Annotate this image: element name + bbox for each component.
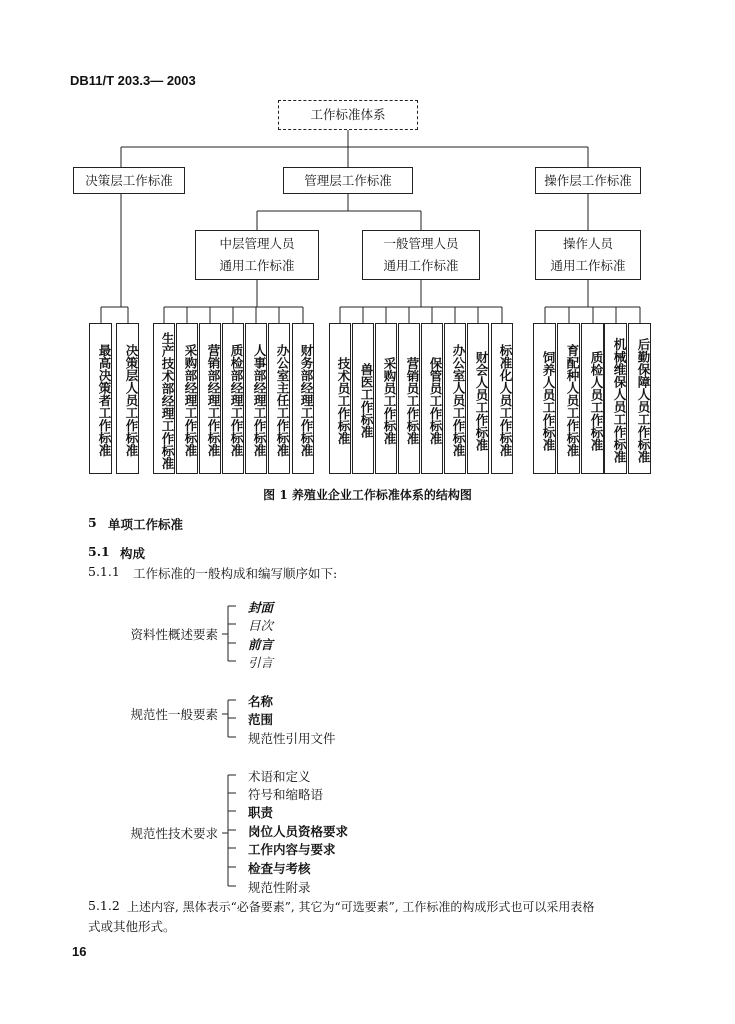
- leaf-general-mgmt: 兽医工作标准: [352, 323, 374, 474]
- decision-layer-node: 决策层工作标准: [73, 167, 185, 194]
- operators-line1: 操作人员: [562, 236, 613, 251]
- group-item: 前言: [248, 637, 274, 652]
- group-label-technical: 规范性技术要求: [130, 826, 218, 841]
- leaf-general-mgmt: 技术员工作标准: [329, 323, 351, 474]
- root-node: 工作标准体系: [278, 100, 418, 130]
- middle-management-line1: 中层管理人员: [219, 236, 295, 251]
- clause-511-text: 工作标准的一般构成和编写顺序如下:: [133, 566, 338, 581]
- group-label-informative: 资料性概述要素: [130, 627, 218, 642]
- general-management-line1: 一般管理人员: [383, 236, 459, 251]
- clause-512-number: 5.1.2: [88, 898, 120, 913]
- leaf-operators: 饲养人员工作标准: [533, 323, 556, 474]
- subsection-number: 5.1: [88, 544, 110, 559]
- group-item: 名称: [248, 694, 274, 709]
- leaf-general-mgmt: 营销员工作标准: [398, 323, 420, 474]
- leaf-middle-mgmt: 办公室主任工作标准: [268, 323, 290, 474]
- leaf-general-mgmt: 财会人员工作标准: [467, 323, 489, 474]
- management-layer-node: 管理层工作标准: [283, 167, 413, 194]
- section-number: 5: [88, 515, 97, 530]
- figure-caption: 图 1 养殖业企业工作标准体系的结构图: [263, 488, 472, 502]
- leaf-operators: 机械维保人员工作标准: [604, 323, 627, 474]
- clause-512-line2: 式或其他形式。: [88, 919, 176, 934]
- leaf-middle-mgmt: 生产技术部经理工作标准: [153, 323, 175, 474]
- leaf-general-mgmt: 标准化人员工作标准: [491, 323, 513, 474]
- group-item: 封面: [248, 600, 274, 615]
- group-item: 规范性引用文件: [248, 731, 336, 746]
- leaf-operators: 质检人员工作标准: [581, 323, 604, 474]
- operation-layer-node: 操作层工作标准: [535, 167, 641, 194]
- leaf-operators: 育配种人员工作标准: [557, 323, 580, 474]
- leaf-general-mgmt: 采购员工作标准: [375, 323, 397, 474]
- group-item: 职责: [248, 805, 274, 820]
- general-management-line2: 通用工作标准: [383, 258, 459, 273]
- group-item: 岗位人员资格要求: [248, 824, 349, 839]
- leaf-middle-mgmt: 营销部经理工作标准: [199, 323, 221, 474]
- middle-management-line2: 通用工作标准: [219, 258, 295, 273]
- clause-512-line1: 上述内容, 黑体表示“必备要素”, 其它为“可选要素”, 工作标准的构成形式也可以采用表格: [127, 900, 595, 914]
- section-title: 单项工作标准: [108, 517, 184, 532]
- group-item: 引言: [248, 655, 274, 670]
- operators-line2: 通用工作标准: [550, 258, 626, 273]
- document-number: DB11/T 203.3— 2003: [70, 73, 196, 88]
- group-item: 工作内容与要求: [248, 842, 336, 857]
- leaf-operators: 后勤保障人员工作标准: [628, 323, 651, 474]
- leaf-middle-mgmt: 质检部经理工作标准: [222, 323, 244, 474]
- group-item: 规范性附录: [248, 880, 311, 895]
- leaf-decision: 决策层人员工作标准: [116, 323, 139, 474]
- group-item: 目次: [248, 618, 274, 633]
- group-item: 检查与考核: [248, 861, 311, 876]
- leaf-general-mgmt: 保管员工作标准: [421, 323, 443, 474]
- page-number: 16: [72, 944, 87, 959]
- leaf-middle-mgmt: 财务部经理工作标准: [292, 323, 314, 474]
- group-item: 术语和定义: [248, 769, 311, 784]
- leaf-middle-mgmt: 人事部经理工作标准: [245, 323, 267, 474]
- leaf-general-mgmt: 办公室人员工作标准: [444, 323, 466, 474]
- group-item: 符号和缩略语: [248, 787, 324, 802]
- clause-511-number: 5.1.1: [88, 564, 120, 579]
- leaf-decision: 最高决策者工作标准: [89, 323, 112, 474]
- subsection-title: 构成: [120, 546, 146, 561]
- group-item: 范围: [248, 712, 274, 727]
- leaf-middle-mgmt: 采购部经理工作标准: [176, 323, 198, 474]
- group-label-general: 规范性一般要素: [130, 707, 218, 722]
